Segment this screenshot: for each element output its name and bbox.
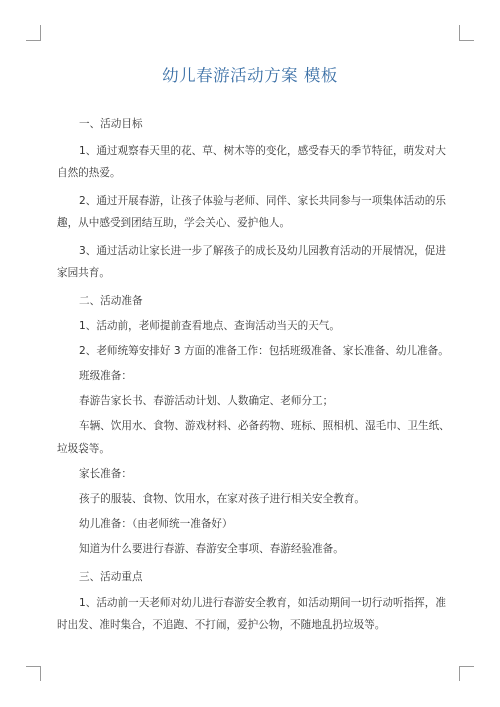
crop-mark-top-right	[459, 40, 474, 41]
paragraph-line: 幼儿准备：（由老师统一准备好）	[79, 518, 233, 530]
paragraph-line: 3、通过活动让家长进一步了解孩子的成长及幼儿园教育活动的开展情况，促进	[79, 245, 446, 257]
paragraph-line: 2、通过开展春游，让孩子体验与老师、同伴、家长共同参与一项集体活动的乐	[79, 195, 446, 207]
paragraph-line: 2、老师统筹安排好 3 方面的准备工作：包括班级准备、家长准备、幼儿准备。	[79, 345, 449, 357]
paragraph-line: 1、通过观察春天里的花、草、树木等的变化，感受春天的季节特征，萌发对大	[79, 145, 446, 157]
paragraph-line: 自然的热爱。	[57, 167, 121, 179]
paragraph-line: 春游告家长书、春游活动计划、人数确定、老师分工；	[79, 395, 334, 407]
section-heading-preparation: 二、活动准备	[79, 295, 143, 307]
crop-mark-top-left	[26, 40, 41, 41]
crop-mark-top-left	[40, 25, 41, 40]
paragraph-line: 趣，从中感受到团结互助，学会关心、爱护他人。	[57, 217, 291, 229]
crop-mark-bottom-right	[459, 666, 460, 681]
paragraph-line: 知道为什么要进行春游、春游安全事项、春游经验准备。	[79, 543, 344, 555]
paragraph-line: 家长准备：	[79, 468, 132, 480]
paragraph-line: 1、活动前，老师提前查看地点、查询活动当天的天气。	[79, 320, 340, 332]
crop-mark-bottom-left	[26, 666, 41, 667]
paragraph-line: 班级准备：	[79, 370, 132, 382]
section-heading-goals: 一、活动目标	[79, 118, 143, 130]
paragraph-line: 孩子的服装、食物、饮用水，在家对孩子进行相关安全教育。	[79, 493, 366, 505]
paragraph-line: 垃圾袋等。	[57, 443, 110, 455]
document-title: 幼儿春游活动方案 模板	[162, 66, 338, 85]
paragraph-line: 1、活动前一天老师对幼儿进行春游安全教育，如活动期间一切行动听指挥，准	[79, 597, 446, 609]
section-heading-key-points: 三、活动重点	[79, 571, 143, 583]
paragraph-line: 车辆、饮用水、食物、游戏材料、必备药物、班标、照相机、湿毛巾、卫生纸、	[79, 420, 450, 432]
paragraph-line: 时出发、准时集合，不追跑、不打闹，爱护公物，不随地乱扔垃圾等。	[57, 619, 386, 631]
crop-mark-top-right	[459, 25, 460, 40]
crop-mark-bottom-left	[40, 666, 41, 681]
paragraph-line: 家园共育。	[57, 267, 110, 279]
crop-mark-bottom-right	[459, 666, 474, 667]
